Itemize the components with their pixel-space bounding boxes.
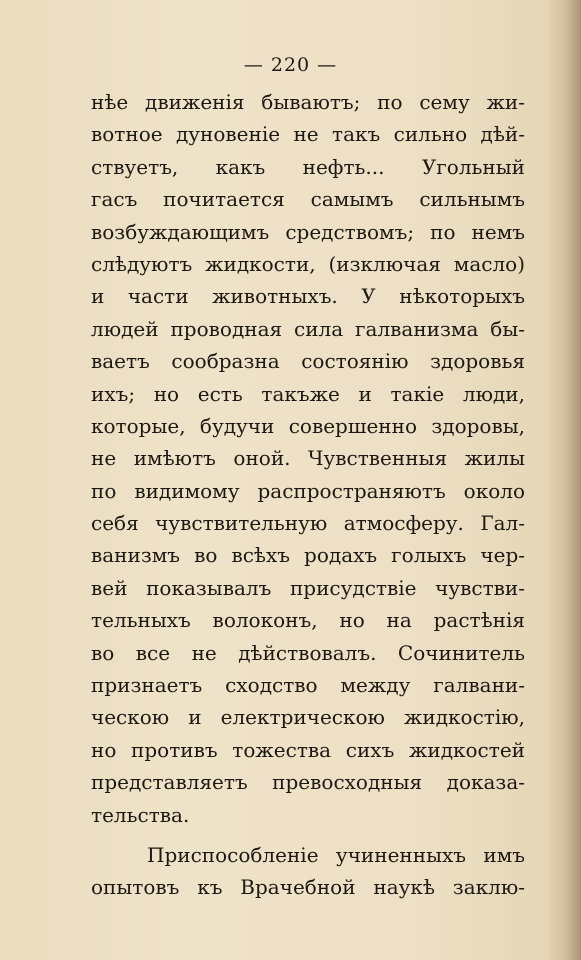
body-text [91, 86, 525, 904]
paragraph-2 [91, 839, 525, 904]
page-edge-shadow [547, 0, 581, 960]
text-line: опытовъ къ Врачебной наукѣ заклю- [91, 875, 525, 900]
text-line: людей проводная сила галванизма бы- [91, 316, 525, 341]
text-line: ванизмъ во всѣхъ родахъ голыхъ чер- [91, 543, 525, 568]
text-line: которые, будучи совершенно здоровы, [91, 413, 525, 438]
text-line: слѣдуютъ жидкости, (изключая масло) [91, 251, 525, 276]
text-line: признаетъ сходство между галвани- [91, 673, 525, 698]
text-line: нѣе движенія бываютъ; по сему жи- [91, 90, 525, 114]
text-line: себя чувствительную атмосферу. Гал- [91, 511, 525, 536]
text-line: гасъ почитается самымъ сильнымъ [91, 187, 525, 212]
page-number: — 220 — [243, 54, 338, 76]
text-line: во все не дѣйствовалъ. Сочинитель [91, 640, 525, 665]
text-line: тельства. [91, 802, 190, 827]
text-line: ствуетъ, какъ нефть... Угольный [91, 154, 525, 179]
text-line: тельныхъ волоконъ, но на растѣнія [91, 608, 525, 633]
paragraph-1 [91, 86, 525, 831]
text-line: и части животныхъ. У нѣкоторыхъ [91, 284, 525, 309]
text-line: возбуждающимъ средствомъ; по немъ [91, 219, 525, 244]
text-line: ваетъ сообразна состоянію здоровья [91, 349, 525, 374]
text-line: представляетъ превосходныя доказа- [91, 770, 525, 795]
text-line: вей показывалъ присудствіе чувстви- [91, 575, 525, 600]
text-line: по видимому распространяютъ около [91, 478, 525, 503]
text-line: ихъ; но есть такъже и такіе люди, [91, 381, 525, 406]
text-line: Приспособленіе учиненныхъ имъ [147, 842, 525, 867]
text-line: но противъ тожества сихъ жидкостей [91, 737, 525, 762]
text-line: не имѣютъ оной. Чувственныя жилы [91, 446, 525, 471]
text-line: ческою и електрическою жидкостію, [91, 705, 525, 730]
text-line: вотное дуновеніе не такъ сильно дѣй- [91, 122, 525, 147]
